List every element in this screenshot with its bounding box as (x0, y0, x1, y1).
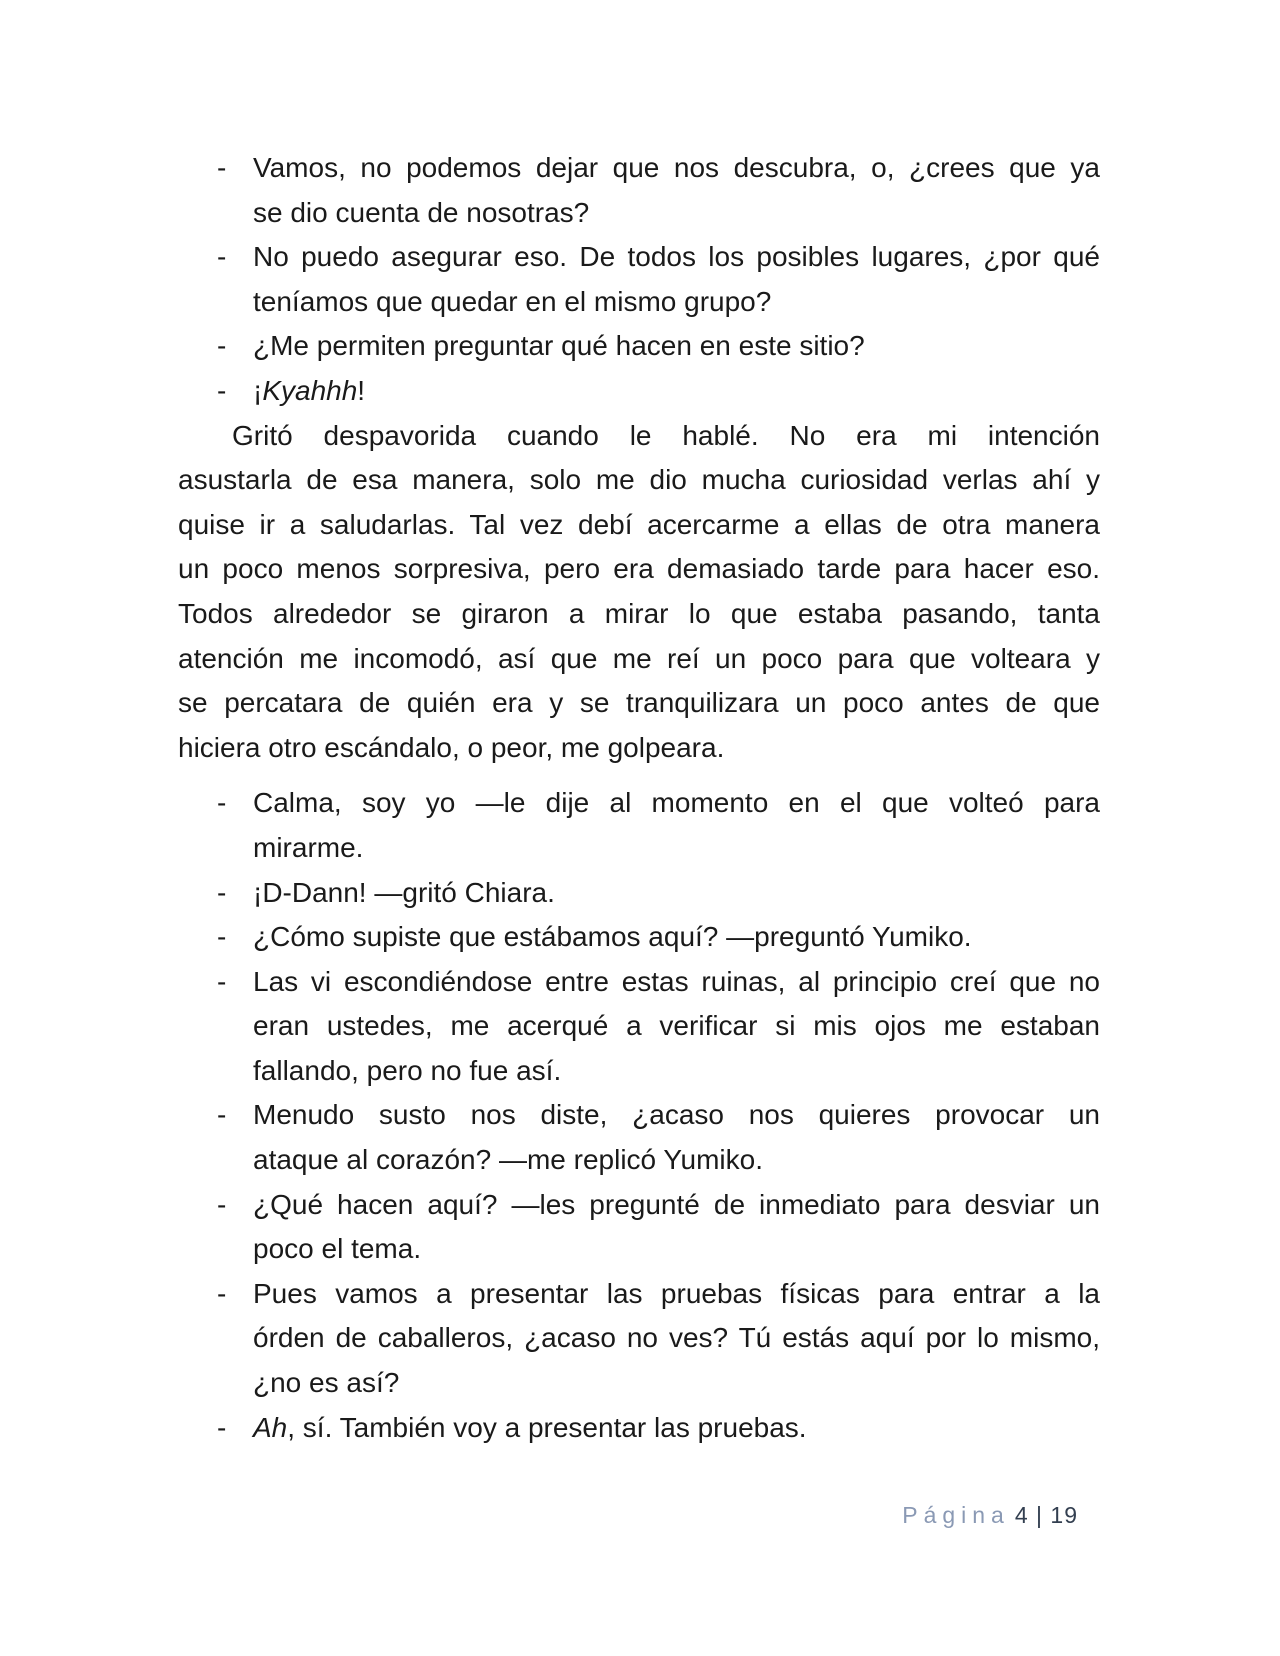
footer-page-label: Página (902, 1502, 1010, 1528)
list-dash-marker: - (217, 876, 227, 908)
text-line: mirarme. (253, 831, 364, 863)
list-item (217, 235, 1100, 324)
list-dash-marker: - (217, 330, 227, 362)
list-dash-marker: - (217, 152, 227, 183)
list-item (217, 871, 1100, 916)
list-dash-marker: - (217, 1099, 227, 1131)
text-line: se percatara de quién era y se tranquilizara un poco antes de que (178, 687, 1100, 719)
text-line: se dio cuenta de nosotras? (253, 196, 590, 228)
list-item (217, 146, 1100, 235)
text-line: ¿Qué hacen aquí? —les pregunté de inmediato para desviar un (253, 1188, 1100, 1220)
dialogue-list (178, 146, 1100, 414)
list-item-text (253, 1093, 1100, 1182)
text-line: Ah, sí. También voy a presentar las pruebas. (253, 1411, 807, 1443)
text-line: Gritó despavorida cuando le hablé. No era mi intención (232, 419, 1100, 451)
text-line: Todos alrededor se giraron a mirar lo que estaba pasando, tanta (178, 597, 1100, 629)
list-item (217, 1183, 1100, 1272)
list-dash-marker: - (217, 965, 227, 997)
text-line: ataque al corazón? —me replicó Yumiko. (253, 1144, 763, 1176)
list-item (217, 781, 1100, 870)
text-line: Vamos, no podemos dejar que nos descubra, o, ¿crees que ya (253, 152, 1100, 183)
list-item (217, 960, 1100, 1094)
list-item (217, 915, 1100, 960)
page-content (178, 146, 1100, 1450)
list-item (217, 1093, 1100, 1182)
list-item (217, 1406, 1100, 1451)
text-line: Calma, soy yo —le dije al momento en el que volteó para (253, 787, 1100, 819)
list-dash-marker: - (217, 241, 227, 273)
list-item-text (253, 1183, 1100, 1272)
list-item-text (253, 781, 1100, 870)
list-item-text (253, 235, 1100, 324)
list-dash-marker: - (217, 1411, 227, 1443)
list-item-text (253, 915, 1100, 960)
list-dash-marker: - (217, 374, 227, 406)
text-line: No puedo asegurar eso. De todos los posibles lugares, ¿por qué (253, 241, 1100, 273)
list-item-text (253, 960, 1100, 1094)
list-dash-marker: - (217, 921, 227, 953)
text-line: órden de caballeros, ¿acaso no ves? Tú estás aquí por lo mismo, (253, 1322, 1100, 1354)
list-dash-marker: - (217, 787, 227, 819)
text-line: Pues vamos a presentar las pruebas físicas para entrar a la (253, 1277, 1100, 1309)
text-line: fallando, pero no fue así. (253, 1054, 562, 1086)
list-item-text (253, 871, 1100, 916)
text-line: ¡Kyahhh! (253, 374, 366, 406)
text-line: hiciera otro escándalo, o peor, me golpeara. (178, 731, 725, 763)
dialogue-list (178, 781, 1100, 1450)
list-item (217, 324, 1100, 369)
text-line: quise ir a saludarlas. Tal vez debí acercarme a ellas de otra manera (178, 508, 1100, 540)
list-item (217, 369, 1100, 414)
footer-page-number: 4 | 19 (1014, 1502, 1078, 1528)
list-dash-marker: - (217, 1188, 227, 1220)
text-line: Las vi escondiéndose entre estas ruinas, al principio creí que no (253, 965, 1100, 997)
list-item (217, 1272, 1100, 1406)
text-line: eran ustedes, me acerqué a verificar si mis ojos me estaban (253, 1010, 1100, 1042)
list-dash-marker: - (217, 1277, 227, 1309)
list-item-text (253, 1272, 1100, 1406)
list-item-text (253, 146, 1100, 235)
text-line: asustarla de esa manera, solo me dio mucha curiosidad verlas ahí y (178, 464, 1100, 496)
text-line: ¡D-Dann! —gritó Chiara. (253, 876, 555, 908)
text-line: ¿Cómo supiste que estábamos aquí? —preguntó Yumiko. (253, 921, 972, 953)
text-line: un poco menos sorpresiva, pero era demasiado tarde para hacer eso. (178, 553, 1100, 585)
paragraph (178, 414, 1100, 771)
list-item-text (253, 369, 1100, 414)
list-item-text (253, 1406, 1100, 1451)
text-line: ¿Me permiten preguntar qué hacen en este sitio? (253, 330, 865, 362)
page-footer (902, 1502, 1078, 1528)
list-item-text (253, 324, 1100, 369)
text-line: ¿no es así? (253, 1367, 400, 1399)
text-line: poco el tema. (253, 1233, 422, 1265)
text-line: atención me incomodó, así que me reí un poco para que volteara y (178, 642, 1100, 674)
text-line: Menudo susto nos diste, ¿acaso nos quieres provocar un (253, 1099, 1100, 1131)
text-line: teníamos que quedar en el mismo grupo? (253, 285, 772, 317)
